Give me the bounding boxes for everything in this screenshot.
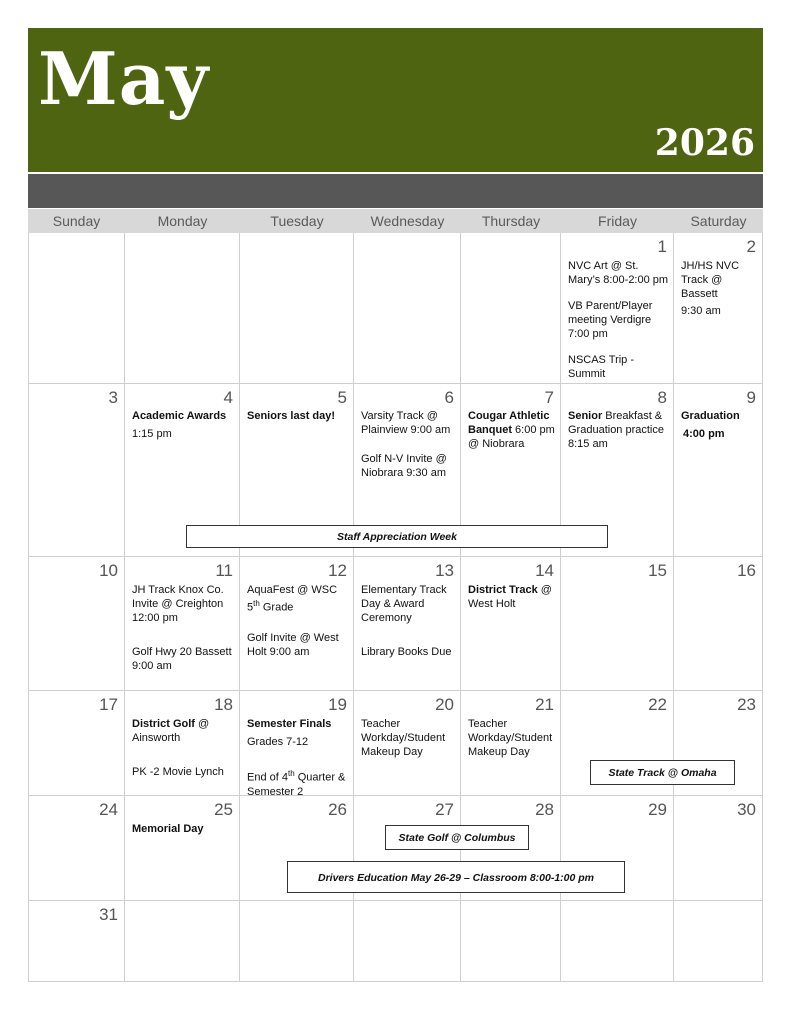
event-text: 1:15 pm: [132, 428, 172, 440]
day-cell-3: [28, 384, 125, 557]
event-detail: Grade: [259, 601, 294, 614]
day-cell-20: [354, 691, 461, 796]
event-text: Teacher Workday/Student Makeup Day: [468, 718, 553, 758]
event-text: [468, 583, 556, 611]
event-text: Golf Hwy 20 Bassett 9:00 am: [132, 646, 232, 672]
year-title: 2026: [654, 122, 755, 164]
day-cell-18: [125, 691, 240, 796]
day-number: 30: [737, 800, 756, 819]
state-track-banner: State Track @ Omaha: [590, 760, 735, 785]
day-cell-15: [561, 557, 674, 691]
day-number: 18: [214, 695, 233, 714]
day-number: 14: [535, 561, 554, 580]
event-text: Graduation: [681, 410, 740, 422]
day-cell-empty: [354, 901, 461, 982]
event-text: Seniors last day!: [247, 410, 336, 422]
day-number: 4: [223, 388, 233, 407]
day-cell-30: [674, 796, 763, 901]
day-cell-10: [28, 557, 125, 691]
event-detail: Quarter & Semester 2: [247, 771, 346, 798]
event-text: Golf N-V Invite @ Niobrara 9:30 am: [361, 453, 447, 479]
event-text: 9:30 am: [681, 305, 721, 317]
day-number: 29: [648, 800, 667, 819]
event-detail: Breakfast & Graduation practice 8:15 am: [568, 410, 664, 450]
day-cell-2: [674, 233, 763, 384]
day-number: 16: [737, 561, 756, 580]
event-text: NSCAS Trip - Summit: [568, 354, 635, 380]
day-cell-9: [674, 384, 763, 557]
event-text: 4:00 pm: [683, 428, 725, 440]
day-number: 8: [657, 388, 667, 407]
event-detail: End of 4: [247, 771, 288, 784]
event-title: District Golf: [132, 718, 195, 730]
day-cell-1: [561, 233, 674, 384]
event-title: Senior: [568, 410, 603, 422]
day-number: 11: [215, 561, 233, 580]
day-cell-empty: [125, 233, 240, 384]
day-number: 26: [328, 800, 347, 819]
drivers-education-banner: Drivers Education May 26-29 – Classroom 8:00-1:00 pm: [287, 861, 625, 893]
weekday-friday: Friday: [561, 209, 674, 233]
event-detail: @ West Holt: [468, 584, 552, 610]
day-cell-empty: [125, 901, 240, 982]
event-text: Library Books Due: [361, 646, 452, 658]
day-cell-17: [28, 691, 125, 796]
event-text: Grades 7-12: [247, 736, 309, 748]
event-text: [568, 409, 669, 451]
event-text: NVC Art @ St. Mary’s 8:00-2:00 pm: [568, 260, 669, 286]
day-cell-empty: [674, 901, 763, 982]
weekday-sunday: Sunday: [28, 209, 125, 233]
event-text: Elementary Track Day & Award Ceremony: [361, 584, 447, 624]
event-text: Semester Finals: [247, 718, 332, 730]
day-cell-empty: [461, 901, 561, 982]
day-number: 15: [648, 561, 667, 580]
event-text: PK -2 Movie Lynch: [132, 766, 224, 778]
staff-appreciation-banner: Staff Appreciation Week: [186, 525, 608, 548]
weekday-wednesday: Wednesday: [354, 209, 461, 233]
day-cell-empty: [354, 233, 461, 384]
day-number: 13: [435, 561, 454, 580]
day-number: 23: [737, 695, 756, 714]
day-number: 24: [99, 800, 118, 819]
day-number: 12: [328, 561, 347, 580]
ordinal-suffix: th: [253, 599, 260, 608]
event-detail: @ Ainsworth: [132, 718, 210, 744]
day-number: 6: [444, 388, 454, 407]
event-text: [247, 767, 349, 799]
day-number: 9: [746, 388, 756, 407]
day-cell-25: [125, 796, 240, 901]
calendar-header: [28, 28, 763, 172]
day-number: 17: [99, 695, 118, 714]
day-cell-14: [461, 557, 561, 691]
event-text: [468, 409, 556, 451]
day-number: 7: [544, 388, 554, 407]
event-detail: AquaFest @ WSC 5: [247, 584, 338, 614]
day-cell-19: [240, 691, 354, 796]
day-cell-13: [354, 557, 461, 691]
state-golf-banner: State Golf @ Columbus: [385, 825, 529, 850]
day-number: 21: [535, 695, 554, 714]
event-text: Teacher Workday/Student Makeup Day: [361, 718, 446, 758]
day-cell-21: [461, 691, 561, 796]
day-number: 28: [535, 800, 554, 819]
day-cell-empty: [461, 233, 561, 384]
day-number: 20: [435, 695, 454, 714]
day-number: 25: [214, 800, 233, 819]
event-text: JH/HS NVC Track @ Bassett: [681, 260, 740, 300]
event-text: JH Track Knox Co. Invite @ Creighton 12:00 pm: [132, 584, 224, 624]
day-number: 3: [108, 388, 118, 407]
weekday-tuesday: Tuesday: [240, 209, 354, 233]
event-text: VB Parent/Player meeting Verdigre 7:00 pm: [568, 300, 653, 340]
event-text: Varsity Track @ Plainview 9:00 am: [361, 410, 451, 436]
day-number: 27: [435, 800, 454, 819]
weekday-thursday: Thursday: [461, 209, 561, 233]
day-number: 10: [99, 561, 118, 580]
day-number: 19: [328, 695, 347, 714]
day-cell-16: [674, 557, 763, 691]
day-cell-11: [125, 557, 240, 691]
day-cell-empty: [28, 233, 125, 384]
day-cell-24: [28, 796, 125, 901]
ordinal-suffix: th: [287, 769, 295, 778]
event-text: Academic Awards: [132, 410, 227, 422]
weekday-monday: Monday: [125, 209, 240, 233]
month-title: May: [38, 36, 210, 121]
day-cell-12: [240, 557, 354, 691]
event-text: Memorial Day: [132, 823, 204, 835]
day-cell-31: [28, 901, 125, 982]
day-cell-empty: [240, 233, 354, 384]
day-cell-empty: [240, 901, 354, 982]
day-number: 31: [99, 905, 118, 924]
event-text: [247, 583, 349, 615]
day-cell-empty: [561, 901, 674, 982]
day-number: 5: [337, 388, 347, 407]
day-number: 1: [657, 237, 667, 256]
event-title: District Track: [468, 584, 538, 596]
header-divider-bar: [28, 174, 763, 208]
day-number: 22: [648, 695, 667, 714]
event-text: Golf Invite @ West Holt 9:00 am: [247, 632, 339, 658]
event-title: Cougar Athletic Banquet: [468, 410, 550, 436]
event-text: [132, 717, 235, 745]
day-number: 2: [746, 237, 756, 256]
event-detail: 6:00 pm @ Niobrara: [468, 424, 555, 450]
weekday-saturday: Saturday: [674, 209, 763, 233]
